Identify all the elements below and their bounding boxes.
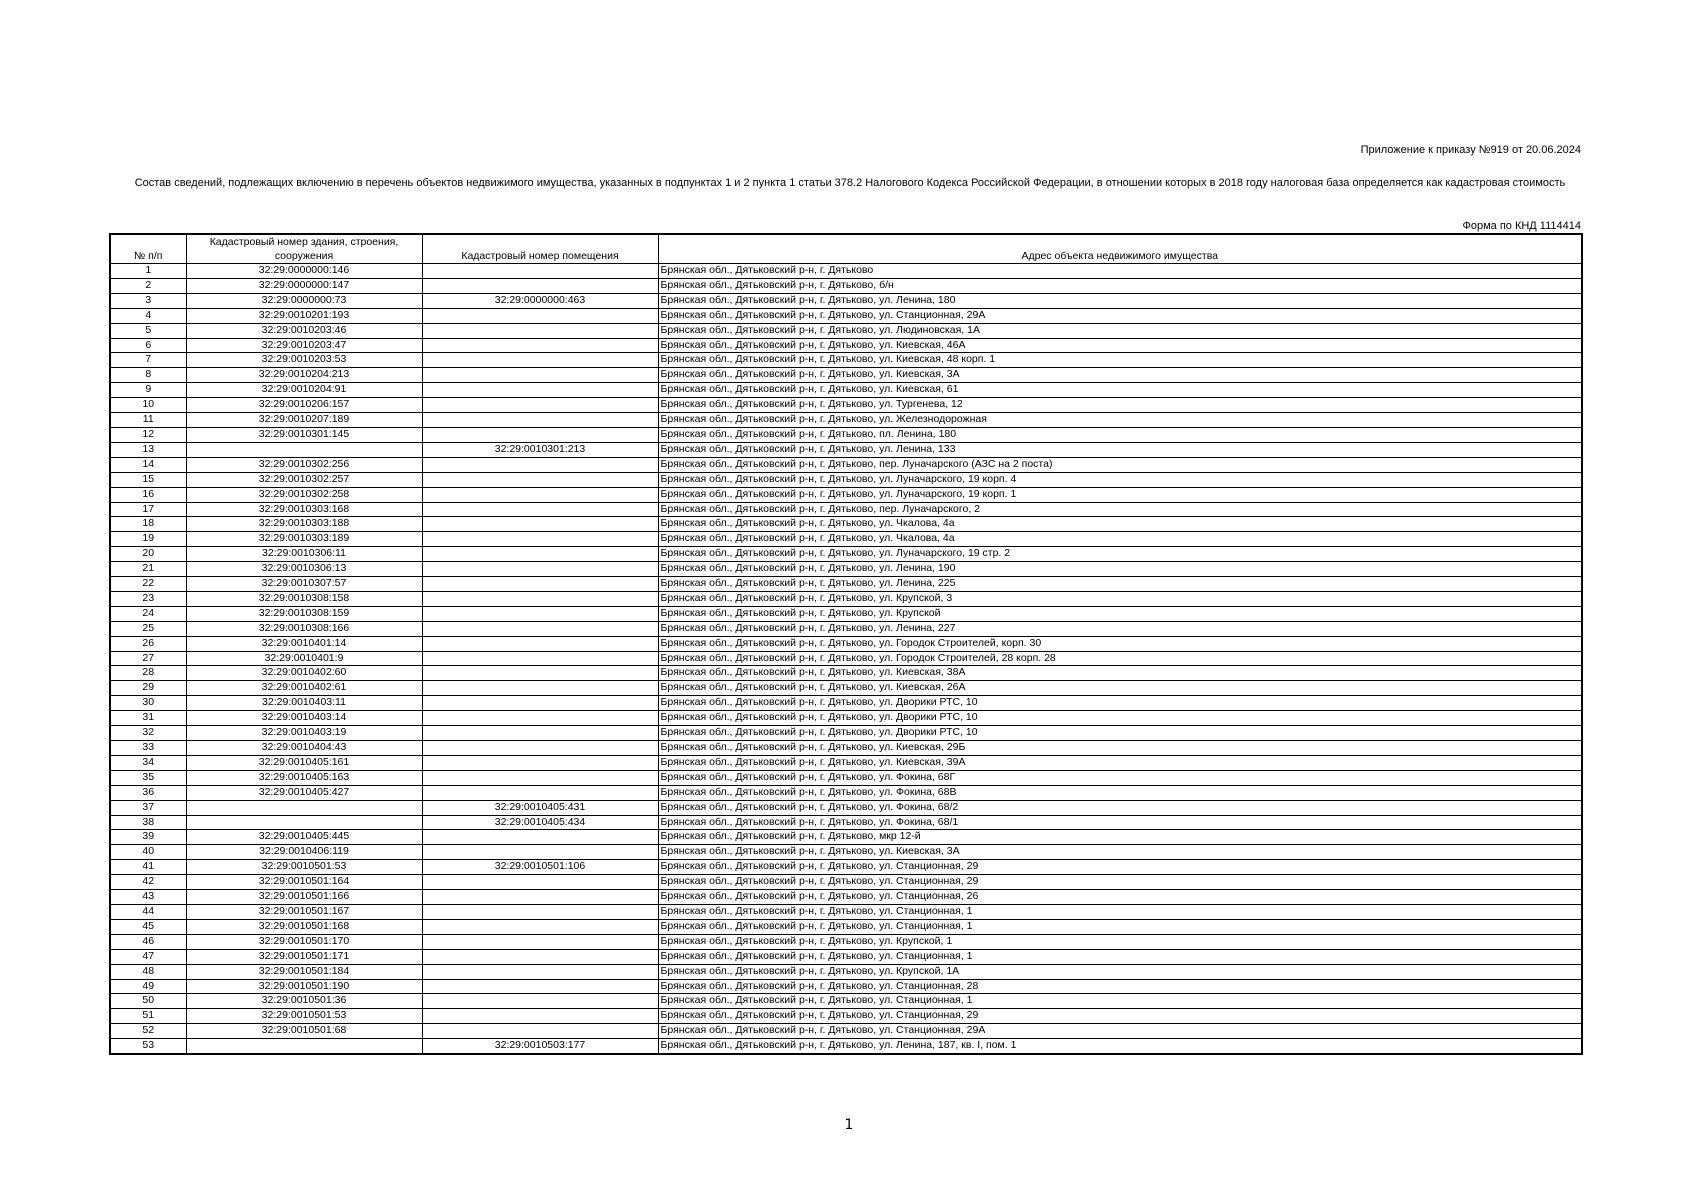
cell-address: Брянская обл., Дятьковский р-н, г. Дятьково, ул. Фокина, 68/1 <box>658 815 1582 830</box>
table-row <box>110 770 1582 785</box>
table-row <box>110 264 1582 279</box>
cell-building-cadastral: 32:29:0010307:57 <box>186 577 422 592</box>
table-row <box>110 919 1582 934</box>
cell-building-cadastral: 32:29:0010308:159 <box>186 606 422 621</box>
cell-building-cadastral: 32:29:0010501:167 <box>186 904 422 919</box>
cell-address: Брянская обл., Дятьковский р-н, г. Дятьково, ул. Ленина, 225 <box>658 577 1582 592</box>
table-row <box>110 621 1582 636</box>
cell-number: 10 <box>110 398 186 413</box>
cell-number: 32 <box>110 726 186 741</box>
cell-building-cadastral: 32:29:0010201:193 <box>186 308 422 323</box>
cell-building-cadastral: 32:29:0010501:184 <box>186 964 422 979</box>
table-row <box>110 1009 1582 1024</box>
table-row <box>110 726 1582 741</box>
cell-premises-cadastral <box>422 875 658 890</box>
cell-address: Брянская обл., Дятьковский р-н, г. Дятьково, ул. Станционная, 29А <box>658 1024 1582 1039</box>
cell-address: Брянская обл., Дятьковский р-н, г. Дятьково, ул. Крупской <box>658 606 1582 621</box>
cell-premises-cadastral <box>422 472 658 487</box>
cell-building-cadastral: 32:29:0010501:170 <box>186 934 422 949</box>
table-row <box>110 532 1582 547</box>
table-row <box>110 815 1582 830</box>
cell-address: Брянская обл., Дятьковский р-н, г. Дятьково, ул. Ленина, 190 <box>658 562 1582 577</box>
cell-building-cadastral: 32:29:0010401:9 <box>186 651 422 666</box>
cell-premises-cadastral <box>422 368 658 383</box>
cell-number: 35 <box>110 770 186 785</box>
cell-building-cadastral: 32:29:0010302:258 <box>186 487 422 502</box>
table-row <box>110 681 1582 696</box>
cell-number: 49 <box>110 979 186 994</box>
table-row <box>110 964 1582 979</box>
cell-premises-cadastral <box>422 1024 658 1039</box>
cell-address: Брянская обл., Дятьковский р-н, г. Дятьково, ул. Киевская, 39А <box>658 755 1582 770</box>
cell-premises-cadastral <box>422 532 658 547</box>
cell-premises-cadastral <box>422 785 658 800</box>
cell-building-cadastral: 32:29:0010203:47 <box>186 338 422 353</box>
table-row <box>110 636 1582 651</box>
cell-address: Брянская обл., Дятьковский р-н, г. Дятьково, пер. Луначарского, 2 <box>658 502 1582 517</box>
cell-premises-cadastral <box>422 845 658 860</box>
cell-premises-cadastral: 32:29:0010405:434 <box>422 815 658 830</box>
cell-address: Брянская обл., Дятьковский р-н, г. Дятьково, ул. Киевская, 48 корп. 1 <box>658 353 1582 368</box>
cell-premises-cadastral <box>422 770 658 785</box>
table-header-row <box>110 234 1582 264</box>
table-row <box>110 666 1582 681</box>
cell-premises-cadastral <box>422 919 658 934</box>
table-row <box>110 398 1582 413</box>
table-row <box>110 308 1582 323</box>
table-row <box>110 293 1582 308</box>
table-row <box>110 562 1582 577</box>
cell-address: Брянская обл., Дятьковский р-н, г. Дятьково, ул. Крупской, 1А <box>658 964 1582 979</box>
cell-premises-cadastral: 32:29:0000000:463 <box>422 293 658 308</box>
cell-premises-cadastral <box>422 830 658 845</box>
cell-building-cadastral: 32:29:0010501:68 <box>186 1024 422 1039</box>
cell-address: Брянская обл., Дятьковский р-н, г. Дятьково, ул. Крупской, 3 <box>658 591 1582 606</box>
cell-premises-cadastral <box>422 517 658 532</box>
cell-premises-cadastral <box>422 726 658 741</box>
cell-address: Брянская обл., Дятьковский р-н, г. Дятьково, ул. Киевская, 29Б <box>658 741 1582 756</box>
cell-building-cadastral: 32:29:0010501:53 <box>186 1009 422 1024</box>
column-header-number: № п/п <box>110 234 186 264</box>
cell-number: 43 <box>110 890 186 905</box>
table-row <box>110 800 1582 815</box>
cell-premises-cadastral <box>422 606 658 621</box>
table-row <box>110 711 1582 726</box>
cell-address: Брянская обл., Дятьковский р-н, г. Дятьково, мкр 12-й <box>658 830 1582 845</box>
cell-premises-cadastral: 32:29:0010301:213 <box>422 442 658 457</box>
cell-address: Брянская обл., Дятьковский р-н, г. Дятьково, ул. Станционная, 29А <box>658 308 1582 323</box>
cell-address: Брянская обл., Дятьковский р-н, г. Дятьково, ул. Ленина, 133 <box>658 442 1582 457</box>
cell-premises-cadastral <box>422 904 658 919</box>
cell-address: Брянская обл., Дятьковский р-н, г. Дятьково, ул. Фокина, 68/2 <box>658 800 1582 815</box>
cell-address: Брянская обл., Дятьковский р-н, г. Дятьково, ул. Городок Строителей, корп. 30 <box>658 636 1582 651</box>
cell-number: 47 <box>110 949 186 964</box>
cell-number: 33 <box>110 741 186 756</box>
cell-number: 30 <box>110 696 186 711</box>
cell-premises-cadastral <box>422 457 658 472</box>
cell-premises-cadastral <box>422 621 658 636</box>
cell-building-cadastral: 32:29:0010308:158 <box>186 591 422 606</box>
cell-address: Брянская обл., Дятьковский р-н, г. Дятьково, ул. Станционная, 1 <box>658 919 1582 934</box>
cell-building-cadastral: 32:29:0010402:61 <box>186 681 422 696</box>
cell-number: 6 <box>110 338 186 353</box>
cell-premises-cadastral <box>422 383 658 398</box>
cell-number: 34 <box>110 755 186 770</box>
table-row <box>110 547 1582 562</box>
table-row <box>110 457 1582 472</box>
cell-address: Брянская обл., Дятьковский р-н, г. Дятьково, ул. Луначарского, 19 корп. 1 <box>658 487 1582 502</box>
form-code: Форма по КНД 1114414 <box>1462 220 1581 232</box>
appendix-reference: Приложение к приказу №919 от 20.06.2024 <box>1360 144 1581 156</box>
cell-address: Брянская обл., Дятьковский р-н, г. Дятьково, ул. Киевская, 3А <box>658 845 1582 860</box>
cell-address: Брянская обл., Дятьковский р-н, г. Дятьково, ул. Луначарского, 19 стр. 2 <box>658 547 1582 562</box>
table-row <box>110 1024 1582 1039</box>
cell-number: 27 <box>110 651 186 666</box>
cell-number: 37 <box>110 800 186 815</box>
cell-number: 23 <box>110 591 186 606</box>
cell-building-cadastral: 32:29:0010501:53 <box>186 860 422 875</box>
cell-premises-cadastral <box>422 487 658 502</box>
cell-building-cadastral: 32:29:0010306:13 <box>186 562 422 577</box>
cell-address: Брянская обл., Дятьковский р-н, г. Дятьково, ул. Луначарского, 19 корп. 4 <box>658 472 1582 487</box>
cell-number: 41 <box>110 860 186 875</box>
cell-number: 21 <box>110 562 186 577</box>
cell-address: Брянская обл., Дятьковский р-н, г. Дятьково, ул. Людиновская, 1А <box>658 323 1582 338</box>
cell-building-cadastral: 32:29:0010403:14 <box>186 711 422 726</box>
cell-address: Брянская обл., Дятьковский р-н, г. Дятьково, ул. Ленина, 180 <box>658 293 1582 308</box>
cell-building-cadastral: 32:29:0010401:14 <box>186 636 422 651</box>
table-row <box>110 338 1582 353</box>
cell-premises-cadastral <box>422 949 658 964</box>
cell-building-cadastral: 32:29:0010207:189 <box>186 413 422 428</box>
cell-building-cadastral: 32:29:0010501:171 <box>186 949 422 964</box>
table-row <box>110 577 1582 592</box>
cell-building-cadastral: 32:29:0010204:213 <box>186 368 422 383</box>
cell-premises-cadastral <box>422 934 658 949</box>
cell-number: 44 <box>110 904 186 919</box>
cell-building-cadastral <box>186 800 422 815</box>
cell-number: 42 <box>110 875 186 890</box>
cell-number: 7 <box>110 353 186 368</box>
cell-address: Брянская обл., Дятьковский р-н, г. Дятьково, ул. Станционная, 28 <box>658 979 1582 994</box>
cell-number: 38 <box>110 815 186 830</box>
table-row <box>110 994 1582 1009</box>
cell-building-cadastral <box>186 815 422 830</box>
cell-number: 18 <box>110 517 186 532</box>
cell-number: 24 <box>110 606 186 621</box>
cell-premises-cadastral: 32:29:0010405:431 <box>422 800 658 815</box>
cell-address: Брянская обл., Дятьковский р-н, г. Дятьково, ул. Станционная, 29 <box>658 1009 1582 1024</box>
cell-address: Брянская обл., Дятьковский р-н, г. Дятьково, ул. Станционная, 1 <box>658 949 1582 964</box>
table-row <box>110 755 1582 770</box>
table-row <box>110 845 1582 860</box>
cell-building-cadastral: 32:29:0010303:168 <box>186 502 422 517</box>
table-row <box>110 651 1582 666</box>
cell-address: Брянская обл., Дятьковский р-н, г. Дятьково, ул. Киевская, 38А <box>658 666 1582 681</box>
cell-premises-cadastral <box>422 353 658 368</box>
table-row <box>110 472 1582 487</box>
cell-number: 36 <box>110 785 186 800</box>
cell-number: 25 <box>110 621 186 636</box>
table-row <box>110 979 1582 994</box>
cell-building-cadastral: 32:29:0000000:73 <box>186 293 422 308</box>
column-header-address: Адрес объекта недвижимого имущества <box>658 234 1582 264</box>
cell-building-cadastral: 32:29:0010405:445 <box>186 830 422 845</box>
cell-premises-cadastral <box>422 636 658 651</box>
cell-premises-cadastral <box>422 427 658 442</box>
cell-building-cadastral: 32:29:0010308:166 <box>186 621 422 636</box>
cell-address: Брянская обл., Дятьковский р-н, г. Дятьково, ул. Дворики РТС, 10 <box>658 726 1582 741</box>
cell-building-cadastral: 32:29:0010206:157 <box>186 398 422 413</box>
cell-building-cadastral: 32:29:0010301:145 <box>186 427 422 442</box>
cell-premises-cadastral <box>422 502 658 517</box>
cell-premises-cadastral <box>422 264 658 279</box>
cell-address: Брянская обл., Дятьковский р-н, г. Дятьково, ул. Чкалова, 4а <box>658 532 1582 547</box>
table-row <box>110 830 1582 845</box>
page-number: 1 <box>844 1117 854 1133</box>
cell-premises-cadastral <box>422 964 658 979</box>
cell-number: 9 <box>110 383 186 398</box>
cell-address: Брянская обл., Дятьковский р-н, г. Дятьково, ул. Станционная, 1 <box>658 994 1582 1009</box>
cell-number: 48 <box>110 964 186 979</box>
document-title: Состав сведений, подлежащих включению в перечень объектов недвижимого имущества, указанных в подпунктах 1 и 2 пункта 1 статьи 378.2 Налогового Кодекса Российской Федерации, в отношении которых в 2018 году налоговая база определяется как кадастровая стоимость <box>134 177 1566 189</box>
cell-number: 26 <box>110 636 186 651</box>
cell-number: 29 <box>110 681 186 696</box>
cell-building-cadastral: 32:29:0010203:53 <box>186 353 422 368</box>
cell-number: 19 <box>110 532 186 547</box>
cell-building-cadastral: 32:29:0010404:43 <box>186 741 422 756</box>
cell-premises-cadastral <box>422 547 658 562</box>
cell-building-cadastral: 32:29:0010406:119 <box>186 845 422 860</box>
cell-number: 16 <box>110 487 186 502</box>
cell-premises-cadastral <box>422 741 658 756</box>
table-row <box>110 904 1582 919</box>
cell-premises-cadastral <box>422 398 658 413</box>
cell-premises-cadastral <box>422 1009 658 1024</box>
table-row <box>110 1039 1582 1054</box>
table-row <box>110 875 1582 890</box>
table-row <box>110 934 1582 949</box>
cell-address: Брянская обл., Дятьковский р-н, г. Дятьково, ул. Чкалова, 4а <box>658 517 1582 532</box>
cell-premises-cadastral <box>422 666 658 681</box>
cell-address: Брянская обл., Дятьковский р-н, г. Дятьково, ул. Станционная, 29 <box>658 860 1582 875</box>
cell-number: 28 <box>110 666 186 681</box>
table-row <box>110 949 1582 964</box>
cell-number: 4 <box>110 308 186 323</box>
cell-number: 52 <box>110 1024 186 1039</box>
cell-address: Брянская обл., Дятьковский р-н, г. Дятьково, ул. Городок Строителей, 28 корп. 28 <box>658 651 1582 666</box>
table-row <box>110 785 1582 800</box>
table-row <box>110 860 1582 875</box>
cell-number: 17 <box>110 502 186 517</box>
table-row <box>110 353 1582 368</box>
cell-building-cadastral: 32:29:0010204:91 <box>186 383 422 398</box>
cell-address: Брянская обл., Дятьковский р-н, г. Дятьково, ул. Фокина, 68Г <box>658 770 1582 785</box>
cell-building-cadastral: 32:29:0010302:257 <box>186 472 422 487</box>
cell-number: 2 <box>110 278 186 293</box>
cell-address: Брянская обл., Дятьковский р-н, г. Дятьково, ул. Киевская, 3А <box>658 368 1582 383</box>
cell-address: Брянская обл., Дятьковский р-н, г. Дятьково, ул. Дворики РТС, 10 <box>658 696 1582 711</box>
cell-address: Брянская обл., Дятьковский р-н, г. Дятьково, ул. Киевская, 46А <box>658 338 1582 353</box>
cell-address: Брянская обл., Дятьковский р-н, г. Дятьково, ул. Ленина, 227 <box>658 621 1582 636</box>
cell-number: 15 <box>110 472 186 487</box>
cell-building-cadastral: 32:29:0010501:168 <box>186 919 422 934</box>
cell-premises-cadastral <box>422 562 658 577</box>
cell-premises-cadastral <box>422 979 658 994</box>
cell-premises-cadastral <box>422 681 658 696</box>
cell-building-cadastral: 32:29:0010501:164 <box>186 875 422 890</box>
cell-number: 12 <box>110 427 186 442</box>
cell-number: 8 <box>110 368 186 383</box>
cell-premises-cadastral: 32:29:0010503:177 <box>422 1039 658 1054</box>
cell-premises-cadastral <box>422 711 658 726</box>
cell-building-cadastral: 32:29:0010303:189 <box>186 532 422 547</box>
cell-building-cadastral: 32:29:0010303:188 <box>186 517 422 532</box>
table-row <box>110 442 1582 457</box>
cell-number: 14 <box>110 457 186 472</box>
cell-building-cadastral: 32:29:0010203:46 <box>186 323 422 338</box>
cell-address: Брянская обл., Дятьковский р-н, г. Дятьково, ул. Киевская, 61 <box>658 383 1582 398</box>
cell-building-cadastral: 32:29:0010501:190 <box>186 979 422 994</box>
cell-number: 3 <box>110 293 186 308</box>
cell-building-cadastral: 32:29:0010402:60 <box>186 666 422 681</box>
cell-premises-cadastral <box>422 994 658 1009</box>
cell-address: Брянская обл., Дятьковский р-н, г. Дятьково, ул. Станционная, 29 <box>658 875 1582 890</box>
cell-address: Брянская обл., Дятьковский р-н, г. Дятьково, ул. Железнодорожная <box>658 413 1582 428</box>
cell-address: Брянская обл., Дятьковский р-н, г. Дятьково, ул. Киевская, 26А <box>658 681 1582 696</box>
table-row <box>110 606 1582 621</box>
table-row <box>110 278 1582 293</box>
cell-address: Брянская обл., Дятьковский р-н, г. Дятьково, б/н <box>658 278 1582 293</box>
cell-building-cadastral: 32:29:0010306:11 <box>186 547 422 562</box>
table-row <box>110 427 1582 442</box>
cell-building-cadastral: 32:29:0000000:146 <box>186 264 422 279</box>
column-header-premises-cadastral: Кадастровый номер помещения <box>422 234 658 264</box>
cell-building-cadastral: 32:29:0010302:256 <box>186 457 422 472</box>
cell-premises-cadastral: 32:29:0010501:106 <box>422 860 658 875</box>
cell-premises-cadastral <box>422 308 658 323</box>
cell-premises-cadastral <box>422 278 658 293</box>
cell-premises-cadastral <box>422 413 658 428</box>
cell-number: 50 <box>110 994 186 1009</box>
cell-address: Брянская обл., Дятьковский р-н, г. Дятьково, ул. Станционная, 26 <box>658 890 1582 905</box>
table-row <box>110 517 1582 532</box>
cell-premises-cadastral <box>422 890 658 905</box>
cell-address: Брянская обл., Дятьковский р-н, г. Дятьково, ул. Дворики РТС, 10 <box>658 711 1582 726</box>
table-row <box>110 741 1582 756</box>
table-row <box>110 413 1582 428</box>
cell-building-cadastral: 32:29:0010403:11 <box>186 696 422 711</box>
cell-premises-cadastral <box>422 338 658 353</box>
cell-building-cadastral: 32:29:0000000:147 <box>186 278 422 293</box>
table-row <box>110 487 1582 502</box>
cell-number: 53 <box>110 1039 186 1054</box>
cell-number: 20 <box>110 547 186 562</box>
cell-building-cadastral: 32:29:0010501:166 <box>186 890 422 905</box>
cell-number: 46 <box>110 934 186 949</box>
cell-address: Брянская обл., Дятьковский р-н, г. Дятьково, ул. Ленина, 187, кв. I, пом. 1 <box>658 1039 1582 1054</box>
cell-address: Брянская обл., Дятьковский р-н, г. Дятьково, ул. Тургенева, 12 <box>658 398 1582 413</box>
table-row <box>110 383 1582 398</box>
table-row <box>110 502 1582 517</box>
cell-address: Брянская обл., Дятьковский р-н, г. Дятьково, ул. Крупской, 1 <box>658 934 1582 949</box>
cell-number: 22 <box>110 577 186 592</box>
column-header-building-cadastral: Кадастровый номер здания, строения, сооружения <box>186 234 422 264</box>
cell-premises-cadastral <box>422 591 658 606</box>
property-table <box>109 233 1583 1055</box>
cell-premises-cadastral <box>422 651 658 666</box>
table-body <box>110 264 1582 1055</box>
cell-number: 40 <box>110 845 186 860</box>
cell-address: Брянская обл., Дятьковский р-н, г. Дятьково, ул. Станционная, 1 <box>658 904 1582 919</box>
table-row <box>110 368 1582 383</box>
table-row <box>110 696 1582 711</box>
cell-number: 45 <box>110 919 186 934</box>
cell-number: 5 <box>110 323 186 338</box>
cell-premises-cadastral <box>422 323 658 338</box>
table-row <box>110 890 1582 905</box>
cell-number: 31 <box>110 711 186 726</box>
cell-address: Брянская обл., Дятьковский р-н, г. Дятьково, пл. Ленина, 180 <box>658 427 1582 442</box>
cell-building-cadastral: 32:29:0010405:163 <box>186 770 422 785</box>
cell-address: Брянская обл., Дятьковский р-н, г. Дятьково, пер. Луначарского (АЗС на 2 поста) <box>658 457 1582 472</box>
cell-address: Брянская обл., Дятьковский р-н, г. Дятьково, ул. Фокина, 68В <box>658 785 1582 800</box>
cell-number: 11 <box>110 413 186 428</box>
cell-premises-cadastral <box>422 577 658 592</box>
cell-building-cadastral: 32:29:0010501:36 <box>186 994 422 1009</box>
cell-building-cadastral: 32:29:0010405:161 <box>186 755 422 770</box>
cell-building-cadastral: 32:29:0010403:19 <box>186 726 422 741</box>
cell-premises-cadastral <box>422 755 658 770</box>
table-row <box>110 591 1582 606</box>
cell-number: 51 <box>110 1009 186 1024</box>
cell-premises-cadastral <box>422 696 658 711</box>
cell-building-cadastral <box>186 442 422 457</box>
cell-number: 39 <box>110 830 186 845</box>
cell-number: 1 <box>110 264 186 279</box>
table-row <box>110 323 1582 338</box>
cell-address: Брянская обл., Дятьковский р-н, г. Дятьково <box>658 264 1582 279</box>
cell-number: 13 <box>110 442 186 457</box>
cell-building-cadastral: 32:29:0010405:427 <box>186 785 422 800</box>
cell-building-cadastral <box>186 1039 422 1054</box>
